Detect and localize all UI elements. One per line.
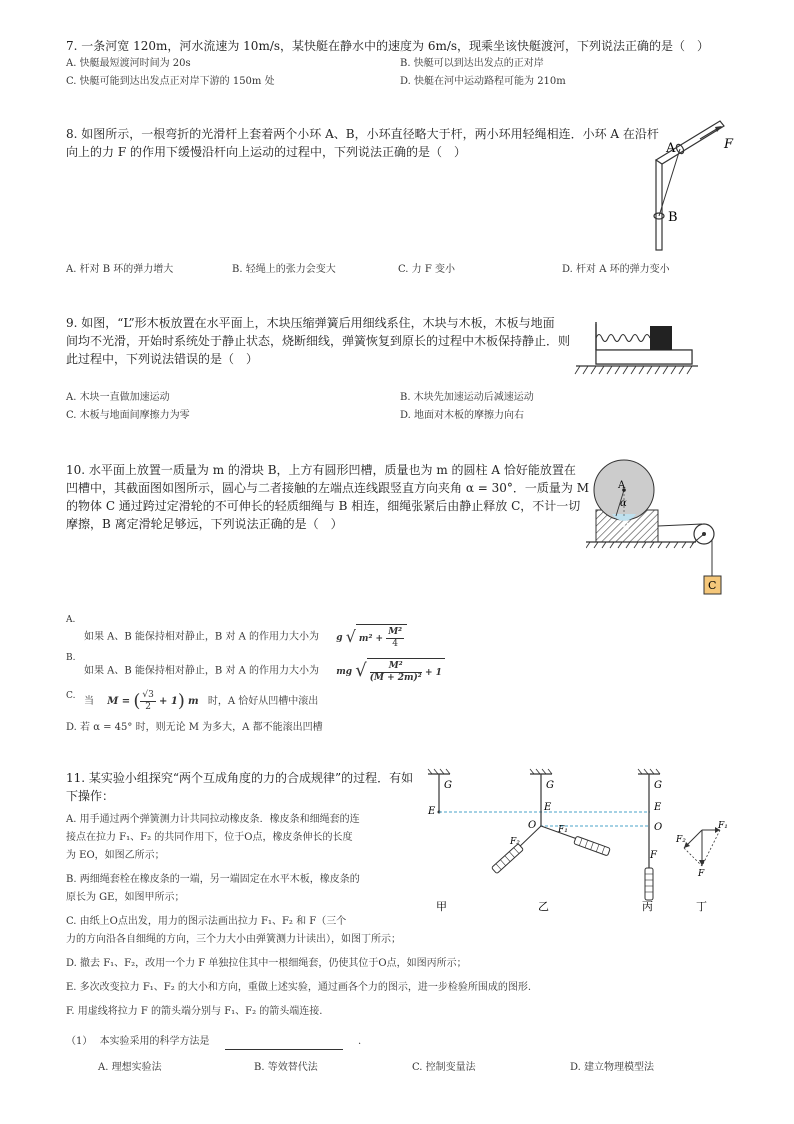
q11-ding-label-f2: F₂ (676, 835, 686, 845)
q10-option-b[interactable]: 如果 A、B 能保持相对静止，B 对 A 的作用力大小为 mg √ $\frac{\text{M²}}{\text{(M + 2m)²}}$ + 1 (84, 658, 445, 684)
q10-cylinder-figure (586, 458, 732, 598)
q11-option-d[interactable]: D. 建立物理模型法 (570, 1062, 655, 1073)
q11-ding-label-f: F (698, 869, 705, 879)
q11-step-f: F. 用虚线将拉力 F 的箭头端分别与 F₁、F₂ 的箭头端连接. (66, 1006, 323, 1017)
q9-l-board-figure (574, 314, 699, 380)
q11-option-a[interactable]: A. 理想实验法 (98, 1062, 162, 1073)
q11-yi-label-e: E (544, 802, 552, 813)
q11-step-a-line2: 接点在拉力 F₁、F₂ 的共同作用下，位于O点，橡皮条伸长的长度 (66, 832, 353, 843)
q10-label-c: C (708, 579, 717, 592)
q8-option-b[interactable]: B. 轻绳上的张力会变大 (232, 264, 336, 275)
q10-option-c-m: m (188, 696, 199, 707)
q11-step-a-line3: 为 EO，如图乙所示； (66, 850, 165, 861)
q11-caption-bing: 丙 (642, 900, 653, 913)
q10-option-c[interactable]: 当 M = ( $\frac{√3}{2}$ + 1) m 时，A 恰好从凹槽中滚出 (84, 690, 319, 712)
q11-ding-label-f1: F₁ (718, 821, 728, 831)
q11-yi-label-o: O (528, 820, 537, 831)
q11-panel-yi (491, 769, 610, 874)
q11-bing-label-f: F (650, 850, 657, 861)
q11-jia-label-e: E (428, 806, 436, 817)
q11-sub1-answer-blank[interactable] (225, 1037, 343, 1050)
q8-option-c[interactable]: C. 力 F 变小 (398, 264, 455, 275)
q10-option-a-text: 如果 A、B 能保持相对静止，B 对 A 的作用力大小为 (84, 631, 320, 643)
q11-bing-label-e: E (654, 802, 662, 813)
q10-option-c-post: + 1 (159, 696, 178, 707)
q7-option-d[interactable]: D. 快艇在河中运动路程可能为 210m (400, 76, 566, 87)
q11-step-e: E. 多次改变拉力 F₁、F₂ 的大小和方向，重做上述实验，通过画各个力的图示，进一步检验所围成的图形. (66, 982, 532, 993)
q9-stem-line1: 9. 如图，“L”形木板放置在水平面上，木块压缩弹簧后用细线系住，木块与木板，木板与地面 (66, 316, 555, 330)
q11-option-c[interactable]: C. 控制变量法 (412, 1062, 476, 1073)
q10-label-a: A (618, 480, 626, 491)
q9-option-d[interactable]: D. 地面对木板的摩擦力向右 (400, 410, 525, 421)
q9-stem-line2: 间均不光滑，开始时系统处于静止状态，烧断细线，弹簧恢复到原长的过程中木板保持静止．则 (66, 334, 571, 348)
q10-option-a-num: M² (388, 627, 403, 637)
q11-sub1-label: （1） (66, 1036, 93, 1047)
q11-yi-label-f1: F₁ (558, 825, 568, 835)
q8-stem-line1: 8. 如图所示，一根弯折的光滑杆上套着两个小环 A、B，小环直径略大于杆，两小环用轻绳相连．小环 A 在沿杆 (66, 127, 659, 141)
q11-step-d: D. 撤去 F₁、F₂，改用一个力 F 单独拉住其中一根细绳套，仍使其位于O点，如图丙所示； (66, 958, 467, 969)
q10-option-c-lhs: M = (107, 696, 131, 707)
q11-bing-label-g: G (654, 780, 662, 791)
q8-bent-rod-figure (640, 116, 740, 256)
q11-step-c-line2: 力的方向沿各自细绳的方向，三个力大小由弹簧测力计读出），如图丁所示； (66, 934, 401, 945)
q11-sub1-text: 本实验采用的科学方法是 (99, 1036, 210, 1047)
q10-label-alpha: α (620, 498, 627, 509)
q7-option-b[interactable]: B. 快艇可以到达出发点的正对岸 (400, 58, 544, 69)
q10-option-a-math-m: m² + (358, 634, 387, 644)
q10-option-c-text: 时，A 恰好从凹槽中滚出 (207, 696, 319, 707)
q10-option-a-label: A. (66, 615, 76, 625)
q10-label-b: B (622, 522, 630, 533)
q8-stem-line2: 向上的力 F 的作用下缓慢沿杆向上运动的过程中，下列说法正确的是（ ） (66, 145, 466, 159)
q10-option-b-label: B. (66, 653, 76, 663)
q9-option-c[interactable]: C. 木板与地面间摩擦力为零 (66, 410, 190, 421)
q11-panel-jia (427, 769, 452, 817)
q10-stem-line4: 摩擦，B 离定滑轮足够远，下列说法正确的是（ ） (66, 517, 343, 531)
q9-option-b[interactable]: B. 木块先加速运动后减速运动 (400, 392, 534, 403)
q11-stem-line1: 11. 某实验小组探究“两个互成角度的力的合成规律”的过程．有如 (66, 771, 414, 785)
q10-option-a[interactable]: 如果 A、B 能保持相对静止，B 对 A 的作用力大小为 g √ m² + $\frac{\text{M²}}{4}$ (84, 624, 407, 650)
q11-stem-line2: 下操作： (66, 789, 115, 803)
q11-yi-label-g: G (546, 780, 554, 791)
q11-sub1-end: . (357, 1036, 362, 1047)
q10-stem-line1: 10. 水平面上放置一质量为 m 的滑块 B，上方有圆形凹槽，质量也为 m 的圆柱 A 恰好能放置在 (66, 463, 576, 477)
q10-stem-line2: 凹槽中，其截面图如图所示，圆心与二者接触的左端点连线跟竖直方向夹角 α = 30°．一质量为 M (66, 481, 589, 495)
q11-step-b-line1: B. 两细绳套栓在橡皮条的一端，另一端固定在水平木板，橡皮条的 (66, 874, 360, 885)
q10-option-c-label: C. (66, 691, 76, 701)
q8-label-f: F (724, 137, 734, 152)
q8-option-d[interactable]: D. 杆对 A 环的弹力变小 (562, 264, 670, 275)
q10-option-b-num: M² (370, 661, 422, 673)
q11-jia-label-g: G (444, 780, 452, 791)
q10-option-c-num: √3 (142, 690, 154, 700)
q10-option-a-den: 4 (392, 639, 399, 649)
q10-option-d[interactable]: D. 若 α = 45° 时，则无论 M 为多大，A 都不能滚出凹槽 (66, 722, 323, 733)
q11-caption-jia: 甲 (436, 900, 447, 913)
q7-option-c[interactable]: C. 快艇可能到达出发点正对岸下游的 150m 处 (66, 76, 275, 87)
q9-stem-line3: 此过程中，下列说法错误的是（ ） (66, 352, 259, 366)
q11-sub1 (66, 1034, 361, 1050)
q7-stem: 7. 一条河宽 120m，河水流速为 10m/s，某快艇在静水中的速度为 6m/s，现乘坐该快艇渡河，下列说法正确的是（ ） (66, 39, 710, 53)
q11-caption-ding: 丁 (696, 900, 707, 913)
q11-step-c-line1: C. 由纸上O点出发，用力的图示法画出拉力 F₁、F₂ 和 F（三个 (66, 916, 347, 927)
q11-panel-bing (638, 769, 662, 900)
q7-option-a[interactable]: A. 快艇最短渡河时间为 20s (66, 58, 191, 69)
q10-option-b-text: 如果 A、B 能保持相对静止，B 对 A 的作用力大小为 (84, 665, 320, 677)
q11-yi-label-f2: F₂ (510, 837, 520, 847)
q10-option-b-math-mg: mg (336, 666, 353, 677)
q11-option-b[interactable]: B. 等效替代法 (254, 1062, 318, 1073)
q11-force-experiment-figure (420, 768, 740, 918)
q10-option-a-math-g: g (336, 632, 343, 643)
q10-option-b-math-plus: + 1 (424, 668, 442, 678)
q9-option-a[interactable]: A. 木块一直做加速运动 (66, 392, 170, 403)
q11-step-b-line2: 原长为 GE，如图甲所示； (66, 892, 185, 903)
q10-stem-line3: 的物体 C 通过跨过定滑轮的不可伸长的轻质细绳与 B 相连，细绳张紧后由静止释放 C，不计一切 (66, 499, 581, 513)
q8-label-a: A (666, 141, 676, 156)
q11-bing-label-o: O (654, 822, 663, 833)
q11-panel-ding (675, 821, 728, 879)
q10-option-b-den: (M + 2m)² (369, 673, 422, 683)
q11-caption-yi: 乙 (538, 900, 549, 913)
q8-label-b: B (668, 210, 678, 225)
q10-option-c-den: 2 (145, 702, 151, 712)
q10-option-c-pre: 当 (84, 696, 94, 707)
q8-option-a[interactable]: A. 杆对 B 环的弹力增大 (66, 264, 174, 275)
q11-step-a-line1: A. 用手通过两个弹簧测力计共同拉动橡皮条．橡皮条和细绳套的连 (66, 814, 360, 825)
